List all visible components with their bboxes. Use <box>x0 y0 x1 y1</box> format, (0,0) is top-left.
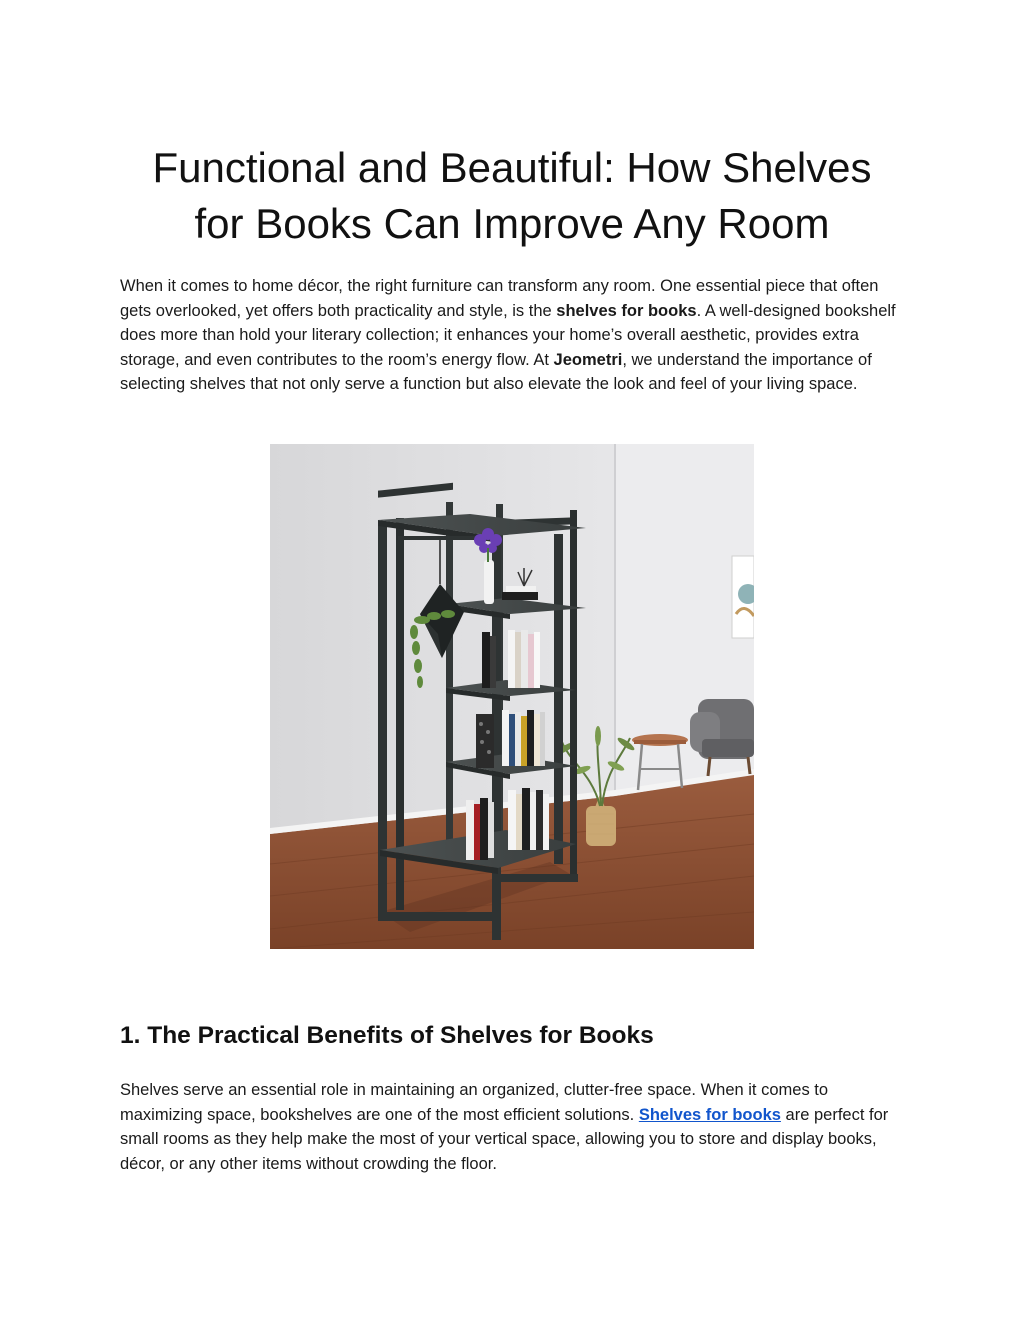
section-text-1: Shelves serve an essential role in maintaining an organized, clutter-free space. When it comes to maximizing space, bookshelves are one of the most efficient solutions. <box>120 1081 829 1124</box>
article-title-line-2: for Books Can Improve Any Room <box>194 200 830 247</box>
bookshelf-illustration <box>270 444 754 949</box>
intro-text-1: When it comes to home décor, the right furniture can transform any room. One essential piece that often gets overlooked, yet offers both practicality and style, is the <box>120 277 879 320</box>
intro-text-2: . A well-designed bookshelf does more than hold your literary collection; it enhances your home’s overall aesthetic, provides extra storage, and even contributes to the room’s energy flow. At <box>120 301 896 369</box>
intro-bold-shelves: shelves for books <box>556 301 697 320</box>
article-title <box>120 140 904 252</box>
section-text-2: are perfect for small rooms as they help make the most of your vertical space, allowing you to store and display books, décor, or any other items without crowding the floor. <box>120 1105 889 1173</box>
article-title-line-1: Functional and Beautiful: How Shelves <box>152 144 872 191</box>
bookshelf-photo <box>270 444 754 949</box>
intro-text-3: , we understand the importance of selecting shelves that not only serve a function but also elevate the look and feel of your living space. <box>120 350 872 393</box>
section-paragraph <box>120 1078 904 1176</box>
books-row-2 <box>476 710 545 768</box>
intro-paragraph <box>120 274 904 397</box>
shelves-for-books-link[interactable]: Shelves for books <box>638 1105 781 1124</box>
books-row-1 <box>482 630 540 688</box>
intro-bold-brand: Jeometri <box>553 350 623 369</box>
section-heading: 1. The Practical Benefits of Shelves for Books <box>120 1022 654 1049</box>
